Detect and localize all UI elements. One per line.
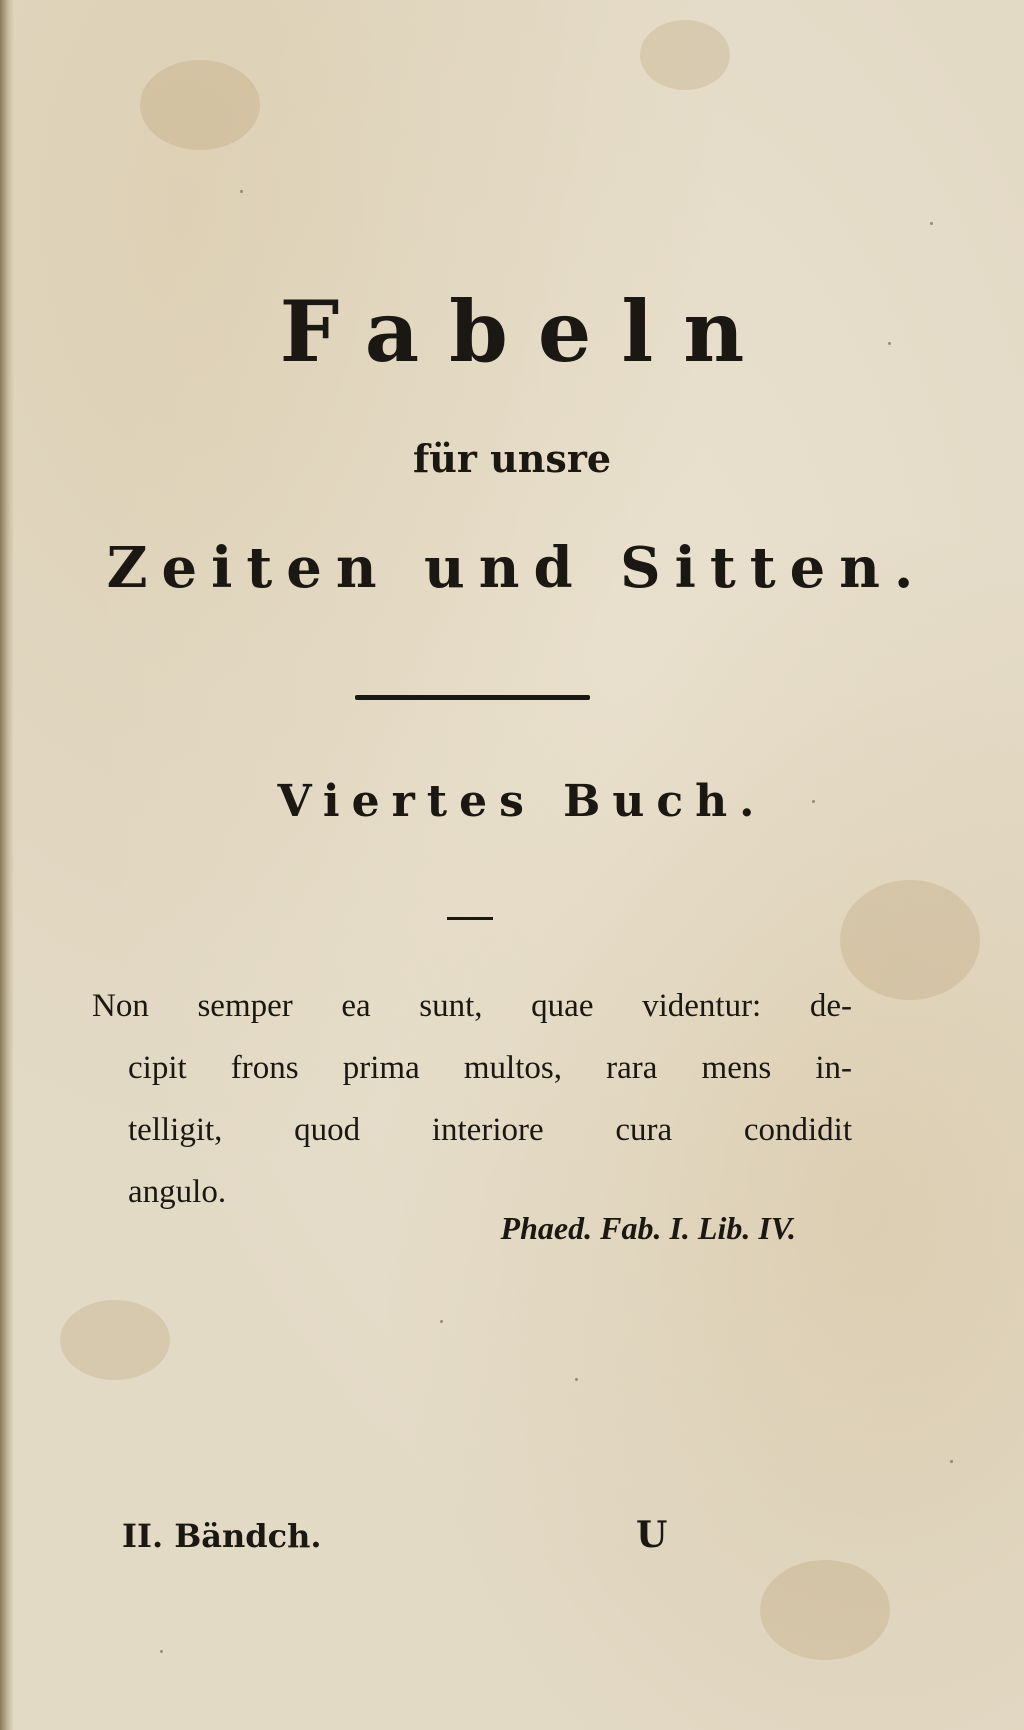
decorative-rule [355,695,590,700]
foxing-stain [140,60,260,150]
foxing-stain [760,1560,890,1660]
epigraph-citation: Phaed. Fab. I. Lib. IV. [500,1210,796,1246]
paper-speck [575,1378,578,1381]
paper-speck [160,1650,163,1653]
paper-speck [930,222,933,225]
gathering-signature: U [636,1514,668,1556]
subtitle-main: Zeiten und Sitten. [106,535,928,601]
epigraph-line: angulo. [128,1174,227,1210]
foxing-stain [840,880,980,1000]
paper-speck [240,190,243,193]
foxing-stain [640,20,730,90]
page-title: Fabeln [279,282,775,381]
epigraph-line: telligit, quod interiore cura condidit [128,1112,852,1148]
epigraph-line: Non semper ea sunt, quae videntur: de- [92,988,852,1024]
volume-signature: II. Bändch. [122,1517,322,1555]
foxing-stain [60,1300,170,1380]
epigraph-line: cipit frons prima multos, rara mens in- [128,1050,852,1086]
epigraph [92,975,852,1223]
page-binding-edge [0,0,14,1730]
paper-speck [950,1460,953,1463]
short-rule [447,917,493,920]
subtitle-connector: für unsre [412,436,612,481]
book-heading: Viertes Buch. [277,776,767,827]
paper-speck [440,1320,443,1323]
